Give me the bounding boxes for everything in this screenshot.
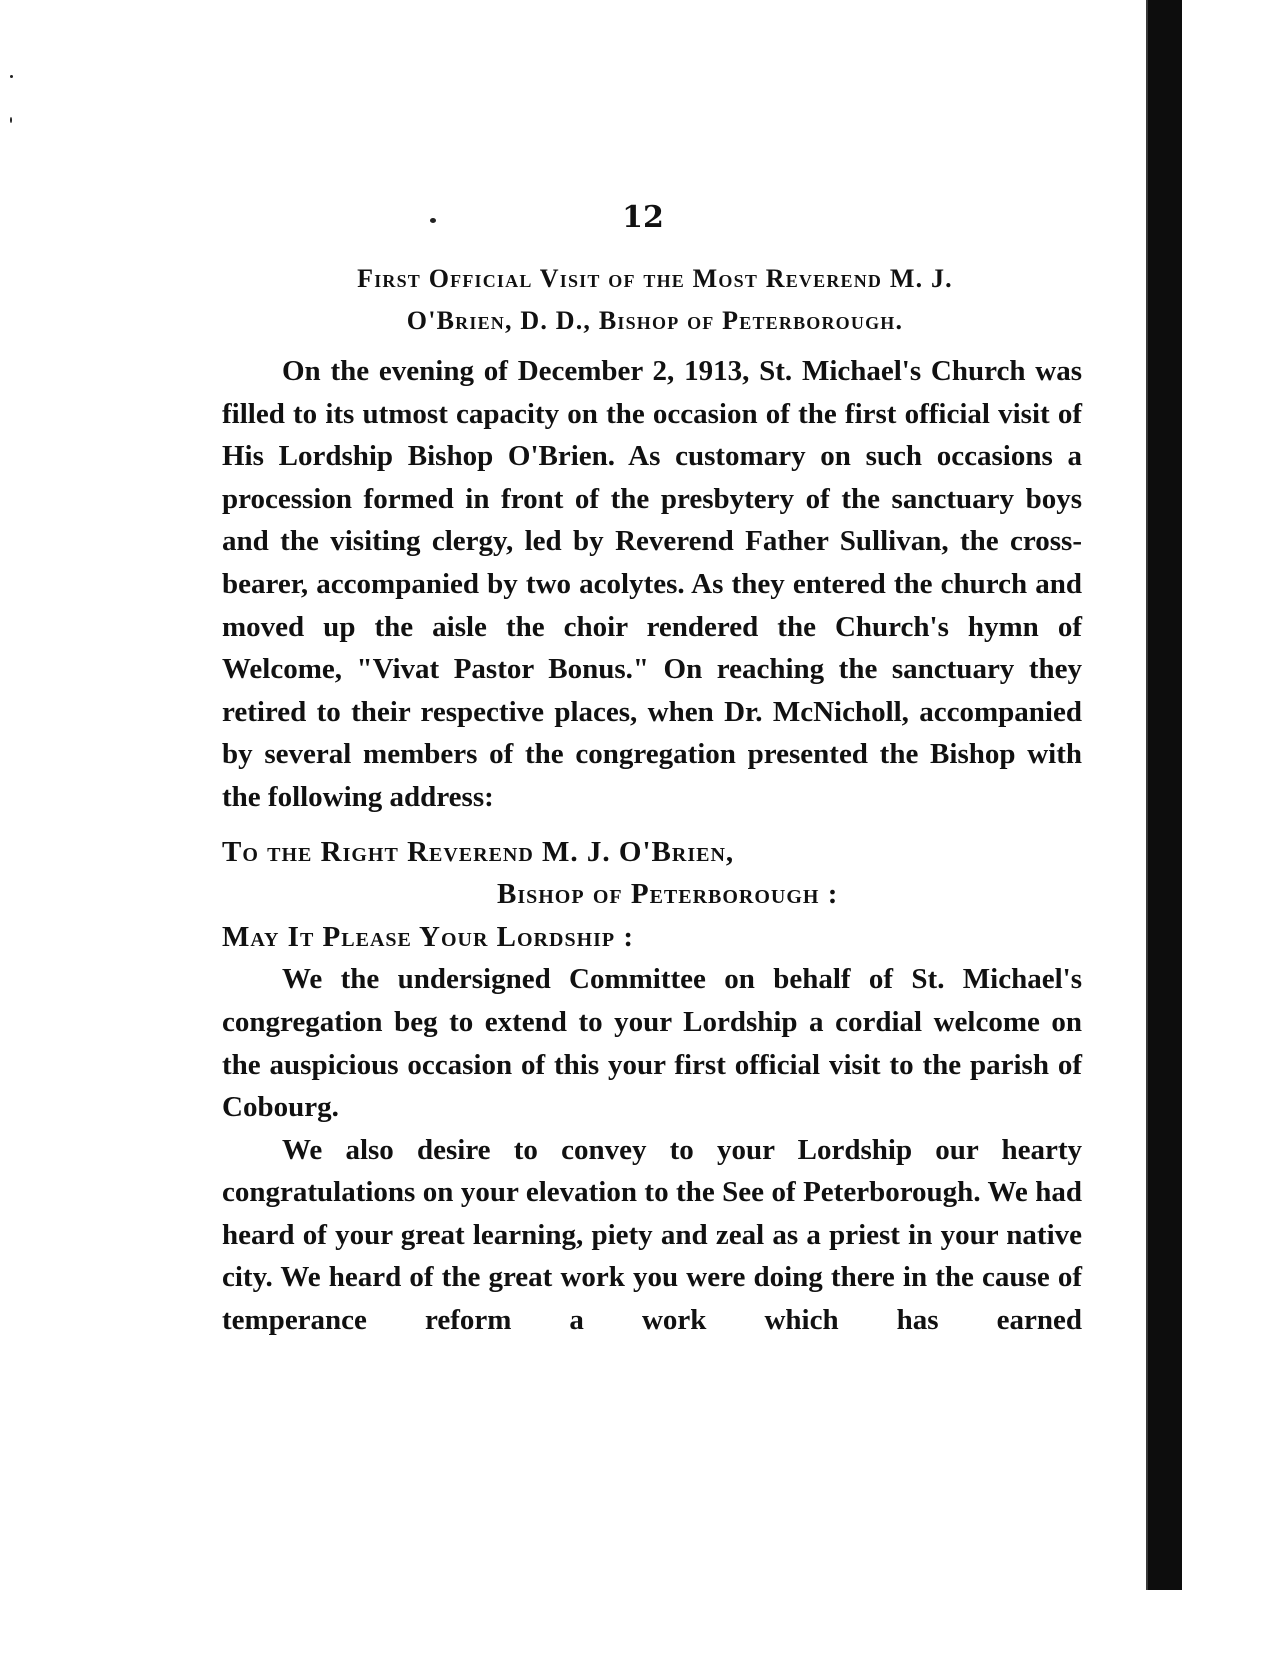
scan-speck [10, 75, 13, 78]
address-recipient-title: Bishop of Peterborough : [497, 878, 839, 911]
section-heading [220, 258, 1090, 342]
narrative-paragraph: On the evening of December 2, 1913, St. Michael's Church was filled to its utmost capacity on the occasion of the first official visit of His Lordship Bishop O'Brien. As customary on such occasions a procession formed in front of the presbytery of the sanctuary boys and the visiting clergy, led by Reverend Father Sullivan, the cross-bearer, accompanied by two acolytes. As they entered the church and moved up the aisle the choir rendered the Church's hymn of Welcome, "Vivat Pastor Bonus." On reaching the sanctuary they retired to their respective places, when Dr. McNicholl, accompanied by several members of the congregation presented the Bishop with the following address: [222, 355, 1082, 813]
address-paragraph: We the undersigned Committee on behalf of St. Michael's congregation beg to extend to your Lordship a cordial welcome on the auspicious occasion of this your first official visit to the parish of Cobourg. [222, 963, 1082, 1124]
address-recipient: To the Right Reverend M. J. O'Brien, [222, 835, 735, 868]
page-number: 12 [622, 200, 664, 235]
heading-line-1: First Official Visit of the Most Reverend M. J. [357, 264, 953, 293]
heading-line-2: O'Brien, D. D., Bishop of Peterborough. [406, 306, 904, 335]
scan-speck [10, 117, 12, 123]
address-paragraph: We also desire to convey to your Lordship our hearty congratulations on your elevation to the See of Peterborough. We had heard of your great learning, piety and zeal as a priest in your native city. We heard of the great work you were doing there in the cause of temperance reform a work which has earned [222, 1133, 1082, 1337]
address-salutation: May It Please Your Lordship : [222, 920, 635, 953]
body-text [222, 350, 1082, 1342]
binding-edge [1146, 0, 1182, 1590]
